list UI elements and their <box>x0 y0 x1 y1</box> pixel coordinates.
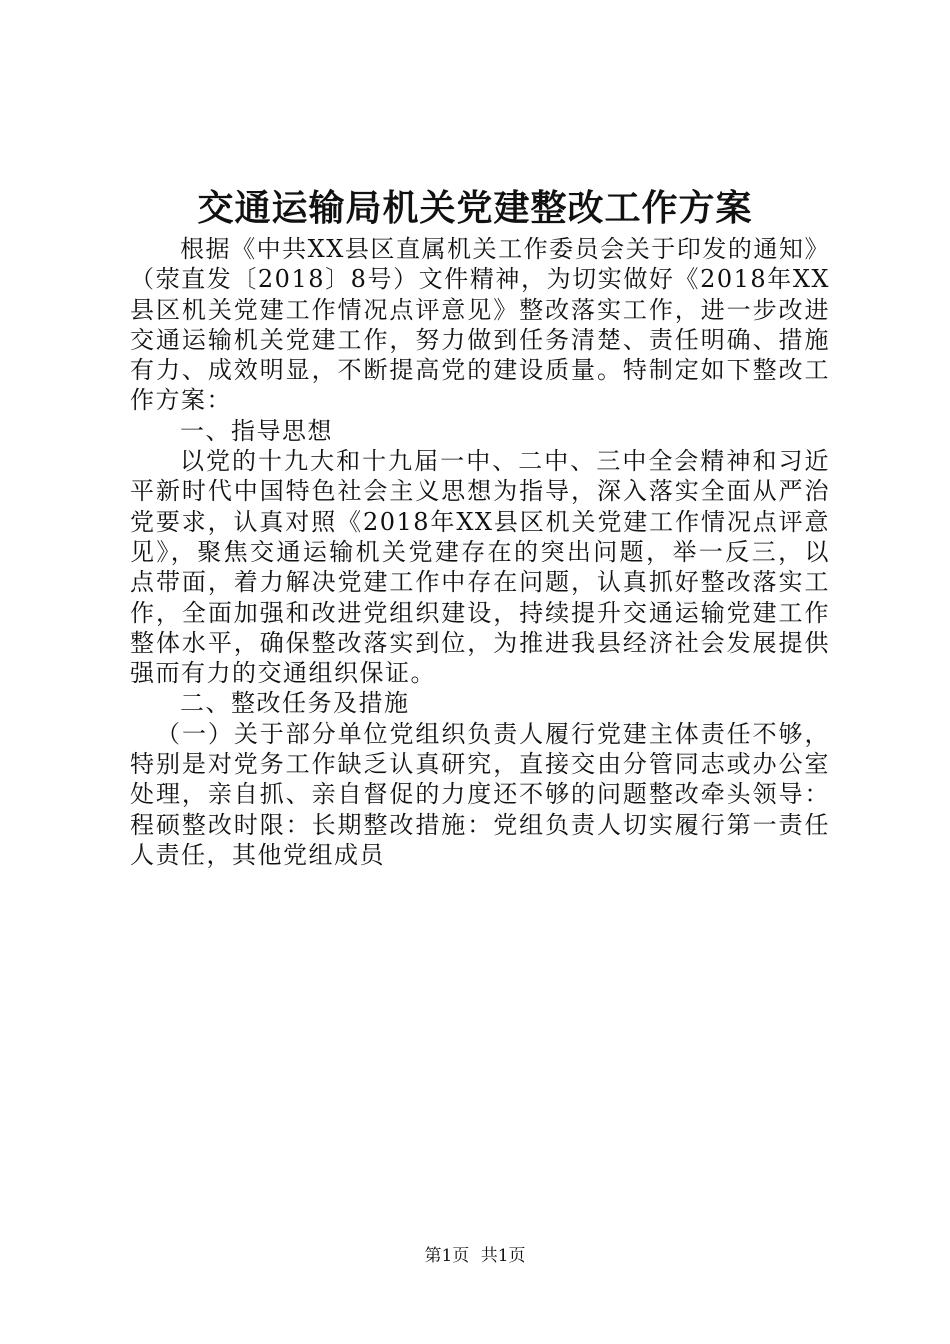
intro-paragraph: 根据《中共XX县区直属机关工作委员会关于印发的通知》（荥直发〔2018〕8号）文件精神，为切实做好《2018年XX县区机关党建工作情况点评意见》整改落实工作，进一步改进交通运输机关党建工作，努力做到任务清楚、责任明确、措施有力、成效明显，不断提高党的建设质量。特制定如下整改工作方案： <box>130 235 830 415</box>
document-title: 交通运输局机关党建整改工作方案 <box>197 187 753 229</box>
section-heading-guiding-thought: 一、指导思想 <box>180 416 333 445</box>
task-item-1-paragraph: （一）关于部分单位党组织负责人履行党建主体责任不够，特别是对党务工作缺乏认真研究，直接交由分管同志或办公室处理，亲自抓、亲自督促的力度还不够的问题整改牵头领导：程硕整改时限：长期整改措施：党组负责人切实履行第一责任人责任，其他党组成员 <box>130 719 830 869</box>
page-footer <box>0 1244 950 1268</box>
guiding-thought-paragraph: 以党的十九大和十九届一中、二中、三中全会精神和习近平新时代中国特色社会主义思想为指导，深入落实全面从严治党要求，认真对照《2018年XX县区机关党建工作情况点评意见》，聚焦交通运输机关党建存在的突出问题，举一反三，以点带面，着力解决党建工作中存在问题，认真抓好整改落实工作，全面加强和改进党组织建设，持续提升交通运输党建工作整体水平，确保整改落实到位，为推进我县经济社会发展提供强而有力的交通组织保证。 <box>130 447 830 688</box>
page-number-total: 共1页 <box>480 1246 526 1266</box>
page-number-current: 第1页 <box>424 1246 470 1266</box>
section-heading-tasks-measures: 二、整改任务及措施 <box>180 689 410 718</box>
document-body <box>130 234 830 870</box>
